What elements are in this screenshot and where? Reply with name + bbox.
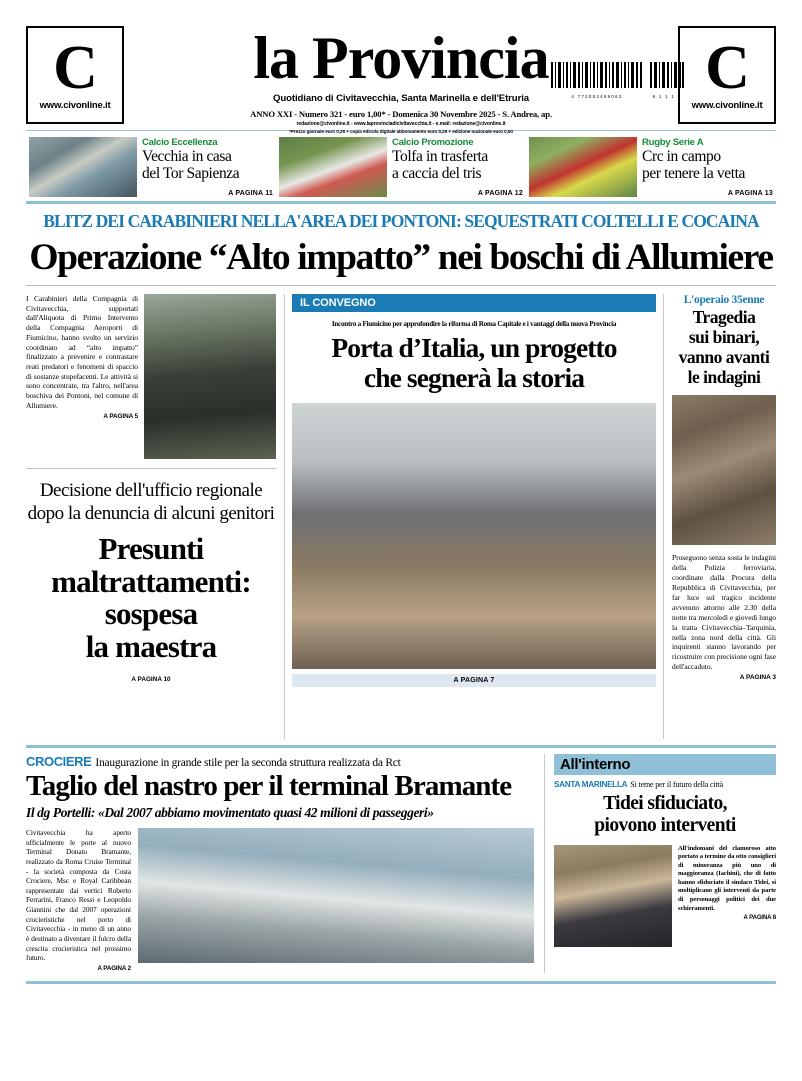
center-column bbox=[284, 294, 664, 739]
crociere-body bbox=[26, 828, 131, 973]
sports-teaser-strip bbox=[26, 130, 776, 204]
lead-overline: BLITZ DEI CARABINIERI NELLA'AREA DEI PONTONI: SEQUESTRATI COLTELLI E COCAINA bbox=[43, 211, 759, 231]
lead-page-ref: A PAGINA 5 bbox=[103, 412, 138, 420]
page-title: la Provincia bbox=[253, 25, 549, 91]
crociere-content bbox=[26, 828, 534, 973]
convegno-headline-line1: Porta d’Italia, un progetto bbox=[331, 332, 617, 363]
barcode-issue bbox=[650, 62, 684, 99]
masthead-subtitle: Quotidiano di Civitavecchia, Santa Marinella e dell'Etruria bbox=[272, 93, 530, 105]
carabinieri-photo bbox=[144, 294, 276, 459]
calcio-eccellenza-photo bbox=[29, 137, 137, 197]
crociere-subhead: Inaugurazione in grande stile per la seconda struttura realizzata da Rct bbox=[95, 757, 401, 769]
logo-left[interactable] bbox=[26, 26, 124, 124]
masthead bbox=[0, 0, 802, 135]
crociere-kicker-line bbox=[26, 754, 534, 769]
barcode-issue-icon bbox=[650, 62, 684, 88]
sports-headline-line2: del Tor Sapienza bbox=[142, 164, 240, 182]
allinterno-page-ref: A PAGINA 8 bbox=[743, 915, 776, 922]
sports-headline-line1: Crc in campo bbox=[642, 148, 721, 165]
crociere-body-text: Civitavecchia ha aperto ufficialmente le porte al nuovo Terminal Donato Bramante, realizzato da Roma Cruise Terminal - la società composta da Costa Crociere, Msc e Royal Caribbean rappresentate dai vertici Roberto Ferrarini, Franco Ressi e Leopoldo Giannini che dal 2007 operazioni crocieristiche nel porto di Civitavecchia - in meno di un anno è destinato a diventare il fulcro della crescita crocieristica nel prossimo futuro. bbox=[26, 828, 131, 963]
sports-page-ref: A PAGINA 11 bbox=[228, 190, 273, 197]
allinterno-section-bar: All'interno bbox=[554, 754, 776, 775]
sports-teaser-text bbox=[642, 137, 773, 197]
convegno-page-ref: A PAGINA 7 bbox=[292, 674, 656, 687]
masthead-contacts: redazione@civonline.it - www.laprovinciadicivitavecchia.it - e.mail: redazione@civonline.it bbox=[296, 121, 506, 128]
secondary-page-ref: A PAGINA 10 bbox=[131, 675, 171, 683]
crociere-article[interactable] bbox=[26, 754, 534, 973]
convegno-headline-line2: che segnerà la storia bbox=[363, 362, 585, 394]
divider-under-lead bbox=[26, 285, 776, 286]
calcio-promozione-photo bbox=[279, 137, 387, 197]
convegno-group-photo bbox=[292, 403, 656, 669]
convegno-headline[interactable] bbox=[292, 333, 656, 394]
bottom-content-grid bbox=[26, 754, 776, 973]
logo-url-left[interactable]: www.civonline.it bbox=[39, 100, 111, 112]
tidei-portrait-photo bbox=[554, 845, 672, 947]
crociere-headline[interactable]: Taglio del nastro per il terminal Bramante bbox=[26, 770, 512, 802]
right-column[interactable] bbox=[672, 294, 776, 739]
right-headline-line3: vanno avanti bbox=[678, 346, 770, 367]
sports-kicker: Rugby Serie A bbox=[642, 137, 704, 148]
crociere-quote: Il dg Portelli: «Dal 2007 abbiamo movimentato quasi 42 milioni di passeggeri» bbox=[26, 805, 434, 820]
sports-kicker: Calcio Eccellenza bbox=[142, 137, 218, 148]
secondary-headline-line1: Presunti bbox=[98, 531, 204, 567]
sports-teaser-text bbox=[142, 137, 273, 197]
right-headline-line4: le indagini bbox=[687, 366, 761, 387]
lead-article-text: I Carabinieri della Compagnia di Civitavecchia, supportati dall'Aliquota di Primo Intervento della Compagnia Aeroporti di Fiumicino, hanno svolto un servizio coordinato ad “alto impatto” finalizzato a prevenire e contrastare reati predatori e fenomeni di spaccio di sostanze stupefacenti. Le attività si sono concentrate, tra l'altro, nell'area boschiva dei Pontoni, nel comune di Allumiere. bbox=[26, 294, 138, 410]
barcode-ean-icon bbox=[551, 62, 643, 88]
sports-headline-line1: Vecchia in casa bbox=[142, 148, 232, 165]
secondary-occhiello-line1: Decisione dell'ufficio regionale bbox=[39, 480, 263, 501]
sports-teaser-rugby[interactable] bbox=[526, 137, 776, 197]
logo-right[interactable] bbox=[678, 26, 776, 124]
divider-footer bbox=[26, 981, 776, 984]
right-article-body bbox=[672, 553, 776, 683]
lead-article-body bbox=[26, 294, 138, 459]
secondary-headline-line2: maltrattamenti: bbox=[51, 563, 251, 599]
allinterno-content bbox=[554, 845, 776, 947]
secondary-occhiello bbox=[26, 479, 276, 525]
allinterno-box[interactable] bbox=[544, 754, 776, 973]
allinterno-subhead: Si teme per il futuro della città bbox=[630, 780, 724, 789]
allinterno-kicker: SANTA MARINELLA bbox=[554, 780, 628, 789]
secondary-occhiello-line2: dopo la denuncia di alcuni genitori bbox=[27, 503, 275, 525]
logo-letter: C bbox=[53, 33, 97, 102]
allinterno-kicker-line bbox=[554, 780, 776, 789]
sports-teaser-calcio-eccellenza[interactable] bbox=[26, 137, 276, 197]
logo-letter-right: C bbox=[705, 33, 749, 102]
convegno-subhead: Incontro a Fiumicino per approfondire la riforma di Roma Capitale e i vantaggi della nuova Provincia bbox=[331, 320, 617, 328]
allinterno-headline[interactable] bbox=[554, 793, 776, 837]
lead-headline-block bbox=[26, 211, 776, 279]
barcode-issue-number: 6 1 1 1 9 bbox=[652, 94, 682, 99]
binari-photo bbox=[672, 395, 776, 545]
sports-headline[interactable] bbox=[392, 149, 523, 182]
right-kicker: L'operaio 35enne bbox=[683, 294, 765, 306]
crociere-page-ref: A PAGINA 2 bbox=[97, 964, 131, 972]
barcode-group bbox=[551, 62, 684, 99]
secondary-headline-line3: sospesa bbox=[104, 596, 198, 632]
secondary-headline[interactable] bbox=[26, 533, 276, 663]
crociere-kicker: CROCIERE bbox=[26, 754, 92, 769]
divider-left-column bbox=[26, 468, 276, 469]
secondary-headline-line4: la maestra bbox=[85, 628, 217, 664]
sports-headline-line2: per tenere la vetta bbox=[642, 164, 745, 182]
divider-bottom-section bbox=[26, 745, 776, 748]
sports-kicker: Calcio Promozione bbox=[392, 137, 474, 148]
sports-page-ref: A PAGINA 12 bbox=[477, 190, 523, 197]
right-headline-line2: sui binari, bbox=[688, 326, 760, 347]
rugby-photo bbox=[529, 137, 637, 197]
sports-teaser-calcio-promozione[interactable] bbox=[276, 137, 526, 197]
secondary-left-article[interactable] bbox=[26, 477, 276, 683]
barcode-ean bbox=[551, 62, 643, 99]
convegno-section-bar: IL CONVEGNO bbox=[292, 294, 656, 312]
masthead-price-note: *Prezzo giornale euro 0,25 + copia edicola digitale abbonamento euro 0,25 + edizione nazionale euro 0,50 bbox=[289, 129, 513, 135]
allinterno-headline-line1: Tidei sfiduciato, bbox=[603, 793, 727, 814]
sports-headline-line2: a caccia del tris bbox=[392, 164, 482, 182]
right-headline-line1: Tragedia bbox=[692, 307, 756, 327]
sports-headline[interactable] bbox=[642, 149, 773, 182]
right-headline[interactable] bbox=[672, 308, 776, 388]
left-column bbox=[26, 294, 276, 739]
right-article-text: Proseguono senza sosta le indagini della Polizia ferroviaria, coordinate dalla Procura della Repubblica di Civitavecchia, per far luce sul tragico incidente avvenuto attorno alle 2.30 della notte tra mercoledì e giovedì lungo la tratta Civitavecchia–Tarquinia, nella zona nord della città. Gli inquirenti stanno lavorando per ricostruire con precisione ogni fase dell'accaduto. bbox=[672, 552, 776, 672]
sports-headline-line1: Tolfa in trasferta bbox=[392, 148, 488, 165]
masthead-center bbox=[124, 25, 682, 135]
sports-headline[interactable] bbox=[142, 149, 273, 182]
sports-teaser-text bbox=[392, 137, 523, 197]
main-content-grid bbox=[26, 294, 776, 739]
right-page-ref: A PAGINA 3 bbox=[739, 674, 776, 682]
lead-article bbox=[26, 294, 276, 459]
allinterno-headline-line2: piovono interventi bbox=[594, 814, 736, 836]
allinterno-body-text: All'indomani del clamoroso atto portato a termine da otto consiglieri di minoranza più uno di maggioranza (Iachini), che di fatto hanno sfiduciato il sindaco Tidei, si moltiplicano gli interventi da parte di personaggi politici dei due schieramenti. bbox=[678, 844, 776, 912]
logo-url-right[interactable]: www.civonline.it bbox=[691, 100, 763, 112]
allinterno-body bbox=[678, 845, 776, 947]
lead-headline[interactable]: Operazione “Alto impatto” nei boschi di Allumiere bbox=[29, 237, 773, 278]
masthead-issue-line: ANNO XXI - Numero 321 - euro 1,00* - Domenica 30 Novembre 2025 - S. Andrea, ap. bbox=[250, 109, 552, 120]
sports-page-ref: A PAGINA 13 bbox=[727, 190, 773, 197]
barcode-ean-number: 4 772052499062 bbox=[571, 94, 623, 99]
terminal-bramante-photo bbox=[138, 828, 534, 963]
